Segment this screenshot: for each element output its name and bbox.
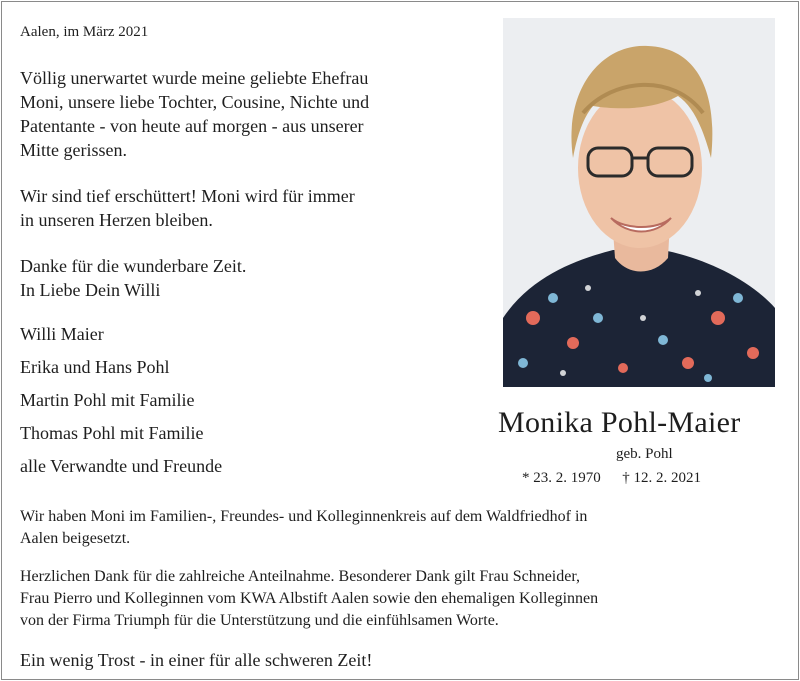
thanks-line: Frau Pierro und Kolleginnen vom KWA Albstift Aalen sowie den ehemaligen Kolleginnen [20,590,599,607]
intro-line: Patentante - von heute auf morgen - aus unserer [20,116,364,136]
paragraph-line: In Liebe Dein Willi [20,280,161,300]
mourner-name: Erika und Hans Pohl [20,357,170,377]
death-date: 12. 2. 2021 [633,470,701,486]
paragraph-line: in unseren Herzen bleiben. [20,210,213,230]
mourner-name: Thomas Pohl mit Familie [20,423,204,443]
intro-line: Moni, unsere liebe Tochter, Cousine, Nichte und [20,92,370,112]
birth-name: geb. Pohl [616,446,673,462]
mourner-name: alle Verwandte und Freunde [20,456,223,476]
birth-date: 23. 2. 1970 [533,470,601,486]
mourner-name: Willi Maier [20,324,104,344]
thanks-line: von der Firma Triumph für die Unterstützung und die einfühlsamen Worte. [20,612,499,629]
intro-line: Mitte gerissen. [20,140,127,160]
intro-line: Völlig unerwartet wurde meine geliebte Ehefrau [20,68,369,88]
paragraph-line: Danke für die wunderbare Zeit. [20,256,247,276]
burial-line: Aalen beigesetzt. [20,530,131,547]
closing-line: Ein wenig Trost - in einer für alle schweren Zeit! [20,650,373,670]
paragraph-line: Wir sind tief erschüttert! Moni wird für immer [20,186,355,206]
place-date: Aalen, im März 2021 [20,24,149,40]
burial-line: Wir haben Moni im Familien-, Freundes- und Kolleginnenkreis auf dem Waldfriedhof in [20,508,588,525]
obituary-card [1,1,799,680]
life-dates [522,470,701,487]
cross-symbol: † [622,470,630,486]
thanks-line: Herzlichen Dank für die zahlreiche Anteilnahme. Besonderer Dank gilt Frau Schneider, [20,568,581,585]
deceased-name: Monika Pohl-Maier [498,406,741,439]
mourner-name: Martin Pohl mit Familie [20,390,195,410]
portrait-photo [503,18,775,387]
star-symbol: * [522,470,530,486]
